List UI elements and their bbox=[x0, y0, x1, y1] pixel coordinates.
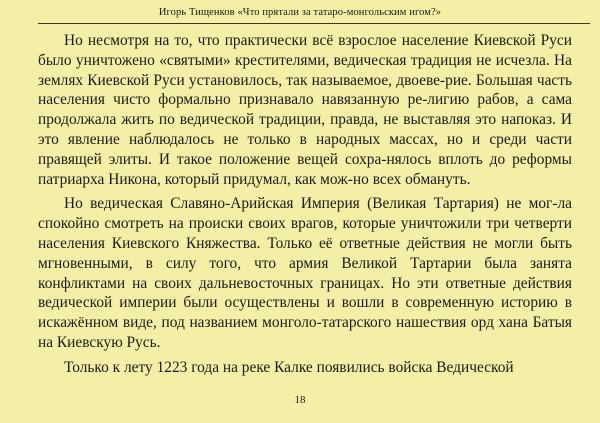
page-number: 18 bbox=[294, 394, 306, 406]
body-text bbox=[38, 31, 572, 383]
paragraph: Но ведическая Славяно-Арийская Империя (Великая Тартария) не мог-ла спокойно смотреть на происки своих врагов, которые уничтожили три четверти населения Киевского Княжества. Только её ответные действия не могли быть мгновенными, в силу того, что армия Великой Тартарии была занята конфликтами на своих дальневосточных границах. Но эти ответные действия ведической империи были осуществлены и вошли в современную историю в искажённом виде, под названием монголо-татарского нашествия орд хана Батыя на Киевскую Русь. bbox=[38, 195, 572, 351]
paragraph: Только к лету 1223 года на реке Калке появились войска Ведической bbox=[64, 358, 514, 376]
header-rule bbox=[38, 23, 590, 24]
running-header: Игорь Тищенков «Что прятали за татаро-монгольским игом?» bbox=[158, 7, 442, 18]
paragraph: Но несмотря на то, что практически всё взрослое население Киевской Руси было уничтожено «святыми» крестителями, ведическая традиция не исчезла. На землях Киевской Руси установилось, так называемое, двоеве-рие. Большая часть населения чисто формально признавало навязанную ре-лигию рабов, а сама продолжала жить по ведической традиции, правда, не выставляя это напоказ. И это явление наблюдалось не только в народных массах, но и среди части правящей элиты. И такое положение вещей сохра-нялось вплоть до реформы патриарха Никона, который придумал, как мож-но всех обмануть. bbox=[38, 32, 572, 188]
